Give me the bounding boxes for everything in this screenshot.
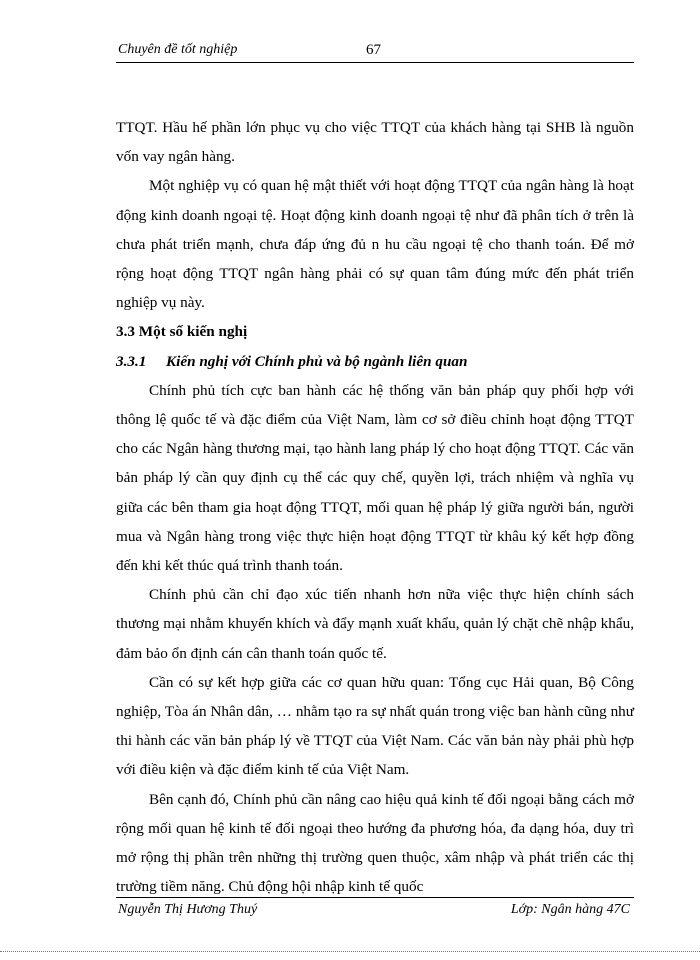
subsection-title: Kiến nghị với Chính phủ và bộ ngành liên quan — [166, 352, 468, 370]
paragraph-1: TTQT. Hầu hế phần lớn phục vụ cho việc TTQT của khách hàng tại SHB là nguồn vốn vay ngân hàng. — [116, 119, 634, 166]
paragraph-3: Chính phủ tích cực ban hành các hệ thống văn bản pháp quy phối hợp với thông lệ quốc tế và đặc điểm của Việt Nam, làm cơ sở điều chỉnh hoạt động TTQT cho các Ngân hàng thương mại, tạo hành lang pháp lý cho hoạt động TTQT. Các văn bản pháp lý cần quy định cụ thể các quy chế, quyền lợi, trách nhiệm và nghĩa vụ giữa các bên tham gia hoạt động TTQT, mối quan hệ pháp lý giữa người bán, người mua và Ngân hàng trong việc thực hiện hoạt động TTQT từ khâu ký kết hợp đồng đến khi kết thúc quá trình thanh toán. — [116, 381, 634, 575]
header-rule — [116, 62, 634, 63]
footer-class: Lớp: Ngân hàng 47C — [510, 902, 630, 917]
page-number: 67 — [366, 42, 381, 58]
footer-rule — [116, 897, 634, 898]
document-body — [116, 113, 634, 901]
subsection-heading — [116, 347, 634, 376]
subsection-number: 3.3.1 — [116, 352, 147, 370]
footer-author: Nguyễn Thị Hương Thuý — [118, 902, 258, 917]
paragraph-2: Một nghiệp vụ có quan hệ mật thiết với hoạt động TTQT của ngân hàng là hoạt động kinh doanh ngoại tệ. Hoạt động kinh doanh ngoại tệ như đã phân tích ở trên là chưa phát triển mạnh, chưa đáp ứng đủ n hu cầu ngoại tệ cho thanh toán. Để mở rộng hoạt động TTQT ngân hàng phải có sự quan tâm đúng mức đến phát triển nghiệp vụ này. — [116, 177, 634, 312]
paragraph-5: Cần có sự kết hợp giữa các cơ quan hữu quan: Tổng cục Hải quan, Bộ Công nghiệp, Tòa án Nhân dân, … nhằm tạo ra sự nhất quán trong việc ban hành cũng như thi hành các văn bản pháp lý về TTQT của Việt Nam. Các văn bản này phải phù hợp với điều kiện và đặc điểm kinh tế của Việt Nam. — [116, 673, 634, 779]
header-title: Chuyên đề tốt nghiệp — [118, 42, 238, 57]
page-edge-divider — [0, 951, 700, 952]
paragraph-4: Chính phủ cần chỉ đạo xúc tiến nhanh hơn nữa việc thực hiện chính sách thương mại nhằm khuyến khích và đẩy mạnh xuất khẩu, quản lý chặt chẽ nhập khẩu, đảm bảo ổn định cán cân thanh toán quốc tế. — [116, 586, 634, 662]
page-header — [116, 40, 634, 62]
paragraph-6: Bên cạnh đó, Chính phủ cần nâng cao hiệu quả kinh tế đối ngoại bằng cách mở rộng mối quan hệ kinh tế đối ngoại theo hướng đa phương hóa, đa dạng hóa, duy trì mở rộng thị phần trên những thị trường quen thuộc, xâm nhập và phát triển các thị trường tiềm năng. Chủ động hội nhập kinh tế quốc — [116, 790, 634, 896]
section-heading: 3.3 Một số kiến nghị — [116, 323, 248, 341]
